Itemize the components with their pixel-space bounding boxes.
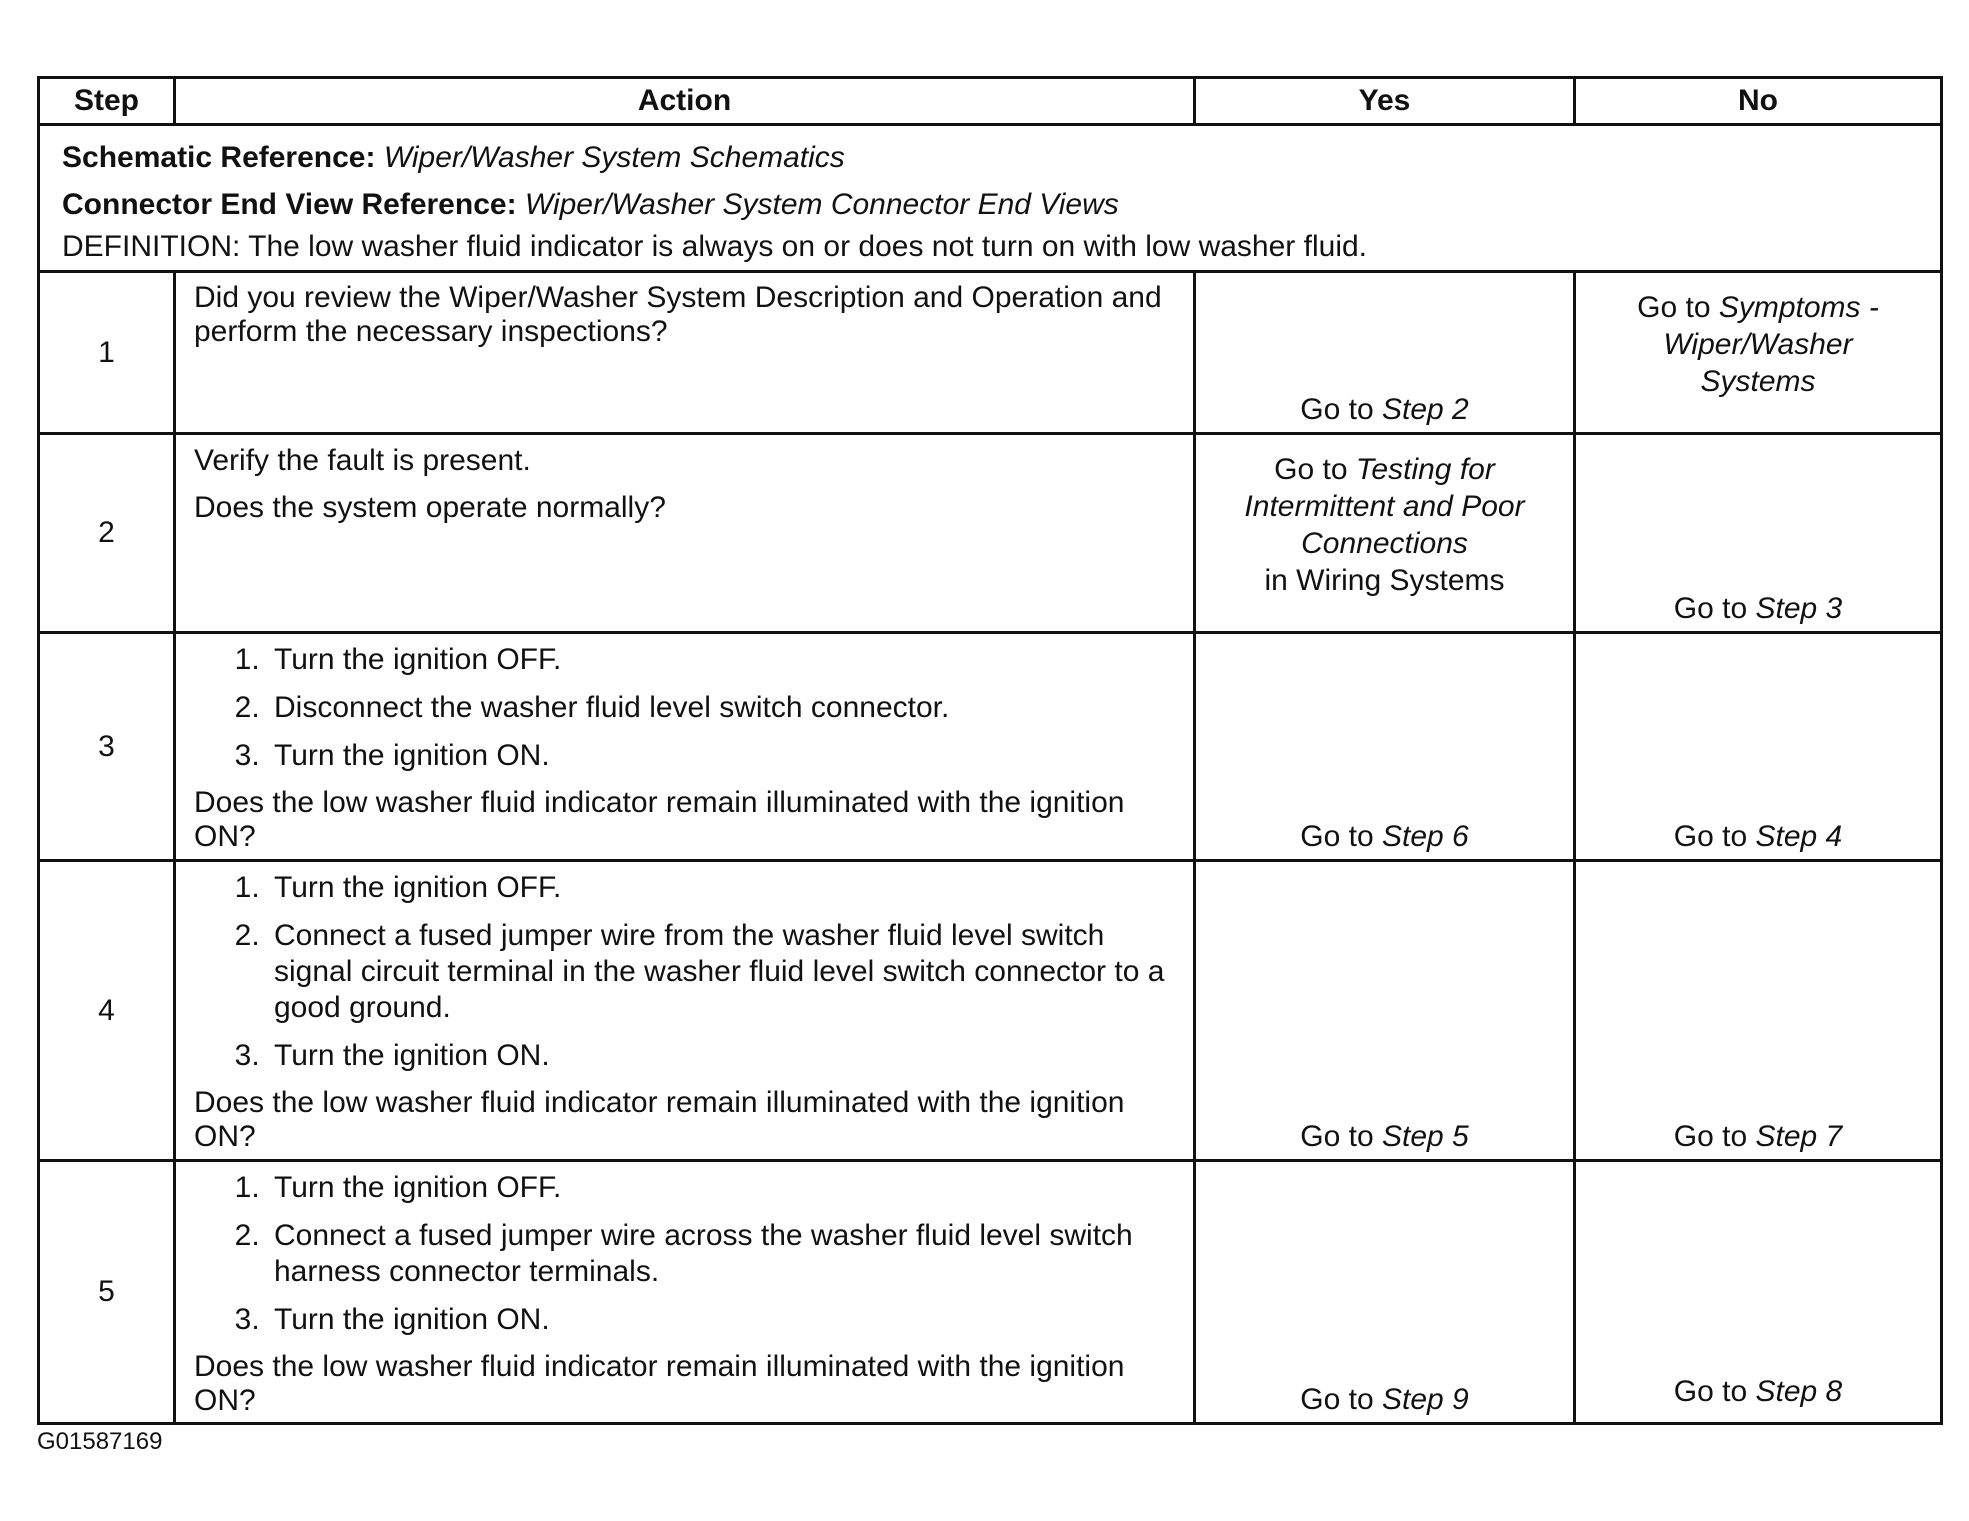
schematic-link[interactable]: Wiper/Washer System Schematics: [383, 141, 845, 174]
no-result: Go to Step 8: [1673, 1375, 1843, 1408]
diagnostic-table: [37, 76, 1943, 1425]
step-list: [194, 642, 1175, 774]
no-link[interactable]: Step 4: [1755, 820, 1843, 853]
step-action: [175, 434, 1195, 633]
no-link[interactable]: Step 7: [1755, 1120, 1843, 1153]
no-result: Go to Step 4: [1673, 820, 1843, 853]
header-action: Action: [175, 78, 1195, 125]
table-row: [39, 633, 1942, 861]
yes-link[interactable]: Step 2: [1381, 393, 1469, 426]
no-cell: [1575, 434, 1942, 633]
step-number: 3: [39, 633, 175, 861]
schematic-reference: [62, 134, 1918, 181]
yes-link[interactable]: Testing for Intermittent and Poor Connections: [1244, 453, 1525, 560]
reference-cell: [39, 125, 1942, 272]
step-number: 5: [39, 1161, 175, 1424]
connector-label: Connector End View Reference:: [62, 188, 517, 221]
step-list: [194, 1170, 1175, 1338]
list-item: 1. Turn the ignition OFF.: [268, 870, 1175, 906]
yes-link[interactable]: Step 9: [1381, 1383, 1469, 1416]
yes-cell: [1195, 861, 1575, 1161]
step-action: [175, 861, 1195, 1161]
list-item: 1. Turn the ignition OFF.: [268, 1170, 1175, 1206]
yes-result: Go to Step 6: [1300, 820, 1469, 853]
step-action: [175, 1161, 1195, 1424]
list-item: 3. Turn the ignition ON.: [268, 1302, 1175, 1338]
list-item: 3. Turn the ignition ON.: [268, 1038, 1175, 1074]
connector-link[interactable]: Wiper/Washer System Connector End Views: [524, 188, 1119, 221]
connector-reference: [62, 181, 1918, 228]
table-row: [39, 861, 1942, 1161]
definition-text: DEFINITION: The low washer fluid indicator is always on or does not turn on with low washer fluid.: [62, 230, 1367, 263]
list-item: 2. Disconnect the washer fluid level switch connector.: [268, 690, 1175, 726]
list-item: 1. Turn the ignition OFF.: [268, 642, 1175, 678]
no-cell: [1575, 861, 1942, 1161]
yes-cell: [1195, 272, 1575, 434]
step-text: Verify the fault is present.: [194, 444, 531, 477]
no-link[interactable]: Step 3: [1755, 592, 1843, 625]
header-yes: Yes: [1195, 78, 1575, 125]
step-question: Does the low washer fluid indicator remain illuminated with the ignition ON?: [194, 1350, 1125, 1417]
header-no: No: [1575, 78, 1942, 125]
no-link[interactable]: Symptoms - Wiper/Washer Systems: [1663, 291, 1879, 398]
no-cell: [1575, 1161, 1942, 1424]
step-action: [175, 272, 1195, 434]
list-item: 3. Turn the ignition ON.: [268, 738, 1175, 774]
table-row: [39, 272, 1942, 434]
schematic-label: Schematic Reference:: [62, 141, 376, 174]
step-list: [194, 870, 1175, 1074]
list-item: 2. Connect a fused jumper wire from the washer fluid level switch signal circuit terminal in the washer fluid level switch connector to a good ground.: [268, 918, 1175, 1026]
header-step: Step: [39, 78, 175, 125]
header-row: [39, 78, 1942, 125]
step-question: Did you review the Wiper/Washer System Description and Operation and perform the necessary inspections?: [194, 281, 1162, 348]
figure-id: G01587169: [37, 1428, 163, 1455]
no-result: Go to Step 3: [1673, 592, 1843, 625]
yes-cell: [1195, 434, 1575, 633]
no-cell: [1575, 633, 1942, 861]
yes-result: Go to Step 2: [1300, 393, 1469, 426]
step-question: Does the low washer fluid indicator remain illuminated with the ignition ON?: [194, 786, 1125, 853]
table-row: [39, 1161, 1942, 1424]
step-question: Does the system operate normally?: [194, 491, 666, 524]
list-item: 2. Connect a fused jumper wire across the washer fluid level switch harness connector terminals.: [268, 1218, 1175, 1290]
yes-cell: [1195, 1161, 1575, 1424]
step-action: [175, 633, 1195, 861]
yes-result: Go to Step 9: [1300, 1383, 1469, 1416]
yes-cell: [1195, 633, 1575, 861]
table-row: [39, 434, 1942, 633]
reference-row: [39, 125, 1942, 272]
step-number: 1: [39, 272, 175, 434]
step-question: Does the low washer fluid indicator remain illuminated with the ignition ON?: [194, 1086, 1125, 1153]
yes-link[interactable]: Step 5: [1381, 1120, 1469, 1153]
yes-result: Go to Step 5: [1300, 1120, 1469, 1153]
no-link[interactable]: Step 8: [1755, 1375, 1843, 1408]
no-result: Go to Symptoms - Wiper/Washer Systems: [1637, 291, 1879, 398]
step-number: 2: [39, 434, 175, 633]
no-result: Go to Step 7: [1673, 1120, 1843, 1153]
yes-link[interactable]: Step 6: [1381, 820, 1469, 853]
no-cell: [1575, 272, 1942, 434]
step-number: 4: [39, 861, 175, 1161]
yes-result: Go to Testing for Intermittent and Poor Connections in Wiring Systems: [1244, 453, 1525, 597]
